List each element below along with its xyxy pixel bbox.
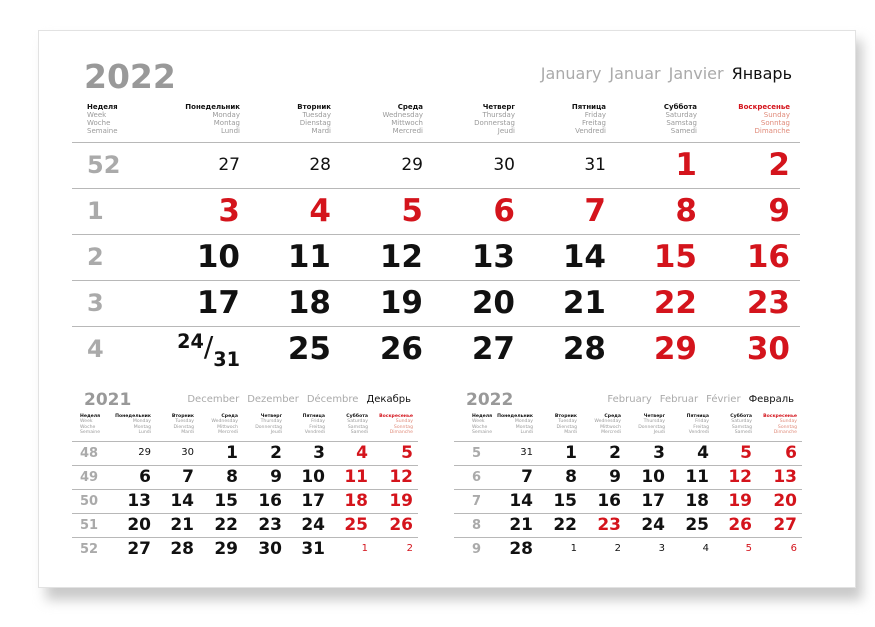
- day-number: 24: [641, 514, 665, 535]
- header-day: [638, 414, 665, 435]
- header-text: Вторник: [171, 414, 194, 419]
- header-text: Tuesday: [175, 419, 194, 425]
- day-number: 1: [570, 543, 577, 554]
- header-text: Monday: [514, 419, 533, 425]
- header-text: Montag: [515, 424, 533, 430]
- header-day: [172, 414, 194, 435]
- week-number: 5: [472, 445, 482, 461]
- row-divider: [454, 465, 802, 466]
- day-number: 3: [313, 442, 325, 463]
- day-number: 23: [746, 284, 790, 321]
- row-divider: [72, 441, 418, 442]
- day-number: 19: [728, 490, 752, 511]
- header-text: Week: [87, 111, 107, 120]
- header-day: [255, 414, 282, 435]
- header-text: Wednesday: [382, 111, 423, 120]
- week-number: 50: [80, 493, 99, 509]
- header-text: Thursday: [482, 111, 515, 120]
- header-text: Saturday: [347, 419, 368, 425]
- day-number: 30: [258, 538, 282, 559]
- day-number: 24: [301, 514, 325, 535]
- header-text: Sonntag: [760, 119, 790, 128]
- header-text: Woche: [80, 424, 96, 430]
- header-text: Tuesday: [302, 111, 331, 120]
- header-text: Среда: [221, 414, 238, 419]
- day-number: 26: [728, 514, 752, 535]
- day-number: 13: [471, 238, 515, 275]
- header-text: Dimanche: [754, 127, 790, 136]
- day-number: 2: [270, 442, 282, 463]
- header-text: Вторник: [554, 414, 577, 419]
- row-divider: [72, 280, 800, 281]
- header-text: Week: [80, 419, 93, 425]
- day-number: 30: [746, 330, 790, 367]
- day-number: 10: [301, 466, 325, 487]
- day-number: 30: [181, 447, 194, 458]
- header-text: Пятница: [686, 414, 709, 419]
- header-day: [474, 103, 515, 135]
- month-names: [533, 64, 792, 83]
- header-text: Четверг: [643, 414, 665, 419]
- day-number: 14: [170, 490, 194, 511]
- week-number: 51: [80, 517, 99, 533]
- header-text: Воскресенье: [763, 414, 797, 419]
- row-divider: [72, 513, 418, 514]
- header-text: Dienstag: [173, 424, 194, 430]
- day-number: 28: [170, 538, 194, 559]
- header-text: Samedi: [670, 127, 697, 136]
- day-number: 20: [773, 490, 797, 511]
- day-number: 18: [287, 284, 331, 321]
- header-week: [87, 103, 118, 135]
- header-week: [472, 414, 492, 435]
- day-number: 20: [471, 284, 515, 321]
- header-text: Donnerstag: [638, 424, 665, 430]
- month-name: February: [607, 394, 652, 405]
- row-divider: [454, 489, 802, 490]
- week-number: 8: [472, 517, 482, 533]
- day-number: 25: [287, 330, 331, 367]
- header-day: [687, 414, 709, 435]
- day-number: 27: [471, 330, 515, 367]
- day-number: 27: [218, 154, 240, 175]
- month-name: Dezember: [247, 394, 299, 405]
- day-number: 3: [218, 192, 240, 229]
- header-day: [572, 103, 606, 135]
- header-text: Montag: [133, 424, 151, 430]
- header-text: Week: [472, 419, 485, 425]
- header-text: Пятница: [302, 414, 325, 419]
- header-text: Woche: [472, 424, 488, 430]
- day-number: 17: [196, 284, 240, 321]
- day-number: 14: [509, 490, 533, 511]
- day-number: 20: [127, 514, 151, 535]
- day-number: 28: [509, 538, 533, 559]
- header-text: Воскресенье: [738, 103, 790, 111]
- day-number: 16: [746, 238, 790, 275]
- day-number: 26: [389, 514, 413, 535]
- day-number: 3: [658, 543, 665, 554]
- header-text: Sonntag: [393, 424, 413, 430]
- header-text: Mercredi: [392, 127, 423, 136]
- header-text: Saturday: [731, 419, 752, 425]
- day-number: 17: [641, 490, 665, 511]
- day-number: 7: [182, 466, 194, 487]
- month-name: Январь: [731, 64, 792, 83]
- day-number: 4: [697, 442, 709, 463]
- day-number: 1: [226, 442, 238, 463]
- day-number: 4: [702, 543, 709, 554]
- day-number: 31: [520, 447, 533, 458]
- day-number: 8: [565, 466, 577, 487]
- header-text: Samstag: [731, 424, 752, 430]
- header-day: [555, 414, 577, 435]
- header-text: Dienstag: [556, 424, 577, 430]
- week-number: 3: [87, 289, 104, 317]
- header-text: Montag: [213, 119, 240, 128]
- day-number: 6: [790, 543, 797, 554]
- header-text: Sunday: [395, 419, 413, 425]
- month-name: January: [540, 64, 602, 83]
- day-number: 3: [653, 442, 665, 463]
- week-number: 9: [472, 541, 482, 557]
- week-number: 52: [87, 151, 121, 179]
- day-number: 1: [675, 146, 697, 183]
- row-divider: [72, 234, 800, 235]
- day-number: 2: [768, 146, 790, 183]
- header-text: Понедельник: [185, 103, 240, 111]
- header-text: Mardi: [564, 429, 577, 435]
- month-name: Januar: [609, 64, 661, 83]
- row-divider: [72, 537, 418, 538]
- header-text: Неделя: [80, 414, 101, 419]
- header-day: [303, 414, 325, 435]
- header-text: Sonntag: [777, 424, 797, 430]
- header-text: Dienstag: [299, 119, 331, 128]
- header-text: Wednesday: [594, 419, 621, 425]
- header-day: [763, 414, 797, 435]
- day-part: 31: [213, 347, 240, 371]
- day-number: 19: [379, 284, 423, 321]
- header-text: Неделя: [87, 103, 118, 111]
- header-text: Samstag: [347, 424, 368, 430]
- year-label: 2021: [84, 390, 132, 410]
- month-name: Janvier: [668, 64, 724, 83]
- header-text: Среда: [397, 103, 423, 111]
- day-number: 15: [653, 238, 697, 275]
- header-day: [185, 103, 240, 135]
- week-number: 4: [87, 335, 104, 363]
- header-text: Semaine: [80, 429, 101, 435]
- year-label: 2022: [466, 390, 514, 410]
- header-text: Samedi: [350, 429, 368, 435]
- day-number: 15: [214, 490, 238, 511]
- header-day: [211, 414, 238, 435]
- day-number: 7: [521, 466, 533, 487]
- day-number: 18: [685, 490, 709, 511]
- header-text: Суббота: [730, 414, 752, 419]
- week-number: 1: [87, 197, 104, 225]
- header-text: Friday: [311, 419, 325, 425]
- header-text: Среда: [604, 414, 621, 419]
- header-text: Mittwoch: [217, 424, 238, 430]
- header-text: Freitag: [582, 119, 606, 128]
- header-text: Tuesday: [558, 419, 577, 425]
- day-number: 31: [301, 538, 325, 559]
- week-number: 52: [80, 541, 99, 557]
- header-text: Monday: [132, 419, 151, 425]
- day-number: 5: [401, 442, 413, 463]
- day-number: 17: [301, 490, 325, 511]
- header-text: Mittwoch: [600, 424, 621, 430]
- header-text: Semaine: [87, 127, 118, 136]
- day-number: 1: [361, 543, 368, 554]
- day-number: 6: [785, 442, 797, 463]
- row-divider: [454, 513, 802, 514]
- day-number: 26: [379, 330, 423, 367]
- day-number: 22: [214, 514, 238, 535]
- week-number: 49: [80, 469, 99, 485]
- day-number: 6: [139, 466, 151, 487]
- day-part: 24: [177, 330, 204, 353]
- week-number: 48: [80, 445, 99, 461]
- day-number: 6: [493, 192, 515, 229]
- day-number: 2: [614, 543, 621, 554]
- header-day: [730, 414, 752, 435]
- day-number: 11: [287, 238, 331, 275]
- header-text: Sunday: [779, 419, 797, 425]
- header-text: Jeudi: [497, 127, 515, 136]
- header-text: Mittwoch: [391, 119, 423, 128]
- header-text: Donnerstag: [255, 424, 282, 430]
- week-number: 7: [472, 493, 482, 509]
- day-number: 8: [226, 466, 238, 487]
- header-text: Воскресенье: [379, 414, 413, 419]
- day-number: 13: [773, 466, 797, 487]
- header-week: [80, 414, 100, 435]
- day-number: 10: [196, 238, 240, 275]
- month-name: Février: [706, 394, 741, 405]
- day-number: 13: [127, 490, 151, 511]
- header-text: Dimanche: [773, 429, 797, 435]
- day-number: 15: [553, 490, 577, 511]
- header-text: Вторник: [297, 103, 331, 111]
- month-name: Februar: [659, 394, 699, 405]
- header-day: [664, 103, 697, 135]
- day-number: 27: [773, 514, 797, 535]
- day-number: 18: [344, 490, 368, 511]
- header-text: Samstag: [666, 119, 697, 128]
- month-name: Февраль: [748, 394, 794, 405]
- day-number: 29: [653, 330, 697, 367]
- month-name: December: [187, 394, 240, 405]
- header-text: Monday: [212, 111, 240, 120]
- day-number: 29: [401, 154, 423, 175]
- day-number: 4: [356, 442, 368, 463]
- header-text: Jeudi: [653, 429, 665, 435]
- day-number: [177, 330, 240, 371]
- day-number: 12: [728, 466, 752, 487]
- day-number: 28: [309, 154, 331, 175]
- day-number: 8: [675, 192, 697, 229]
- week-number: 6: [472, 469, 482, 485]
- day-number: 5: [740, 442, 752, 463]
- header-day: [297, 103, 331, 135]
- day-number: 5: [401, 192, 423, 229]
- day-number: 2: [609, 442, 621, 463]
- header-text: Dimanche: [389, 429, 413, 435]
- row-divider: [72, 142, 800, 143]
- header-text: Freitag: [693, 424, 709, 430]
- day-number: 29: [214, 538, 238, 559]
- header-day: [346, 414, 368, 435]
- day-number: 12: [379, 238, 423, 275]
- header-text: Saturday: [665, 111, 697, 120]
- day-number: 25: [685, 514, 709, 535]
- header-text: Donnerstag: [474, 119, 515, 128]
- day-number: 12: [389, 466, 413, 487]
- day-number: 4: [309, 192, 331, 229]
- day-number: 21: [170, 514, 194, 535]
- header-text: Freitag: [309, 424, 325, 430]
- day-number: 31: [584, 154, 606, 175]
- header-text: Woche: [87, 119, 111, 128]
- day-number: 11: [685, 466, 709, 487]
- header-text: Понедельник: [115, 414, 151, 419]
- day-number: 23: [597, 514, 621, 535]
- header-text: Friday: [695, 419, 709, 425]
- day-number: 23: [258, 514, 282, 535]
- day-number: 9: [768, 192, 790, 229]
- day-number: 16: [258, 490, 282, 511]
- row-divider: [72, 326, 800, 327]
- header-text: Sunday: [763, 111, 790, 120]
- header-day: [379, 414, 413, 435]
- header-text: Четверг: [260, 414, 282, 419]
- header-text: Semaine: [472, 429, 493, 435]
- header-text: Mardi: [311, 127, 331, 136]
- day-number: 9: [270, 466, 282, 487]
- day-number: 14: [562, 238, 606, 275]
- day-number: 1: [565, 442, 577, 463]
- day-number: 16: [597, 490, 621, 511]
- day-number: 21: [562, 284, 606, 321]
- header-text: Lundi: [520, 429, 533, 435]
- row-divider: [454, 441, 802, 442]
- day-number: 30: [493, 154, 515, 175]
- day-number: 5: [745, 543, 752, 554]
- header-text: Vendredi: [575, 127, 606, 136]
- header-day: [382, 103, 423, 135]
- month-name: Décembre: [306, 394, 359, 405]
- day-number: 7: [584, 192, 606, 229]
- header-text: Lundi: [138, 429, 151, 435]
- header-text: Jeudi: [270, 429, 282, 435]
- day-number: 28: [562, 330, 606, 367]
- header-text: Пятница: [571, 103, 606, 111]
- header-text: Суббота: [663, 103, 697, 111]
- day-number: 2: [406, 543, 413, 554]
- month-name: Декабрь: [366, 394, 411, 405]
- header-text: Понедельник: [497, 414, 533, 419]
- row-divider: [72, 188, 800, 189]
- header-text: Mercredi: [601, 429, 621, 435]
- day-number: 25: [344, 514, 368, 535]
- header-day: [738, 103, 790, 135]
- day-number: 10: [641, 466, 665, 487]
- header-text: Vendredi: [304, 429, 325, 435]
- month-names: [599, 394, 794, 405]
- header-day: [497, 414, 533, 435]
- day-number: 29: [138, 447, 151, 458]
- header-day: [115, 414, 151, 435]
- day-separator: /: [203, 330, 214, 363]
- week-number: 2: [87, 243, 104, 271]
- day-number: 22: [653, 284, 697, 321]
- day-number: 27: [127, 538, 151, 559]
- month-names: [179, 394, 411, 405]
- header-text: Wednesday: [211, 419, 238, 425]
- header-text: Vendredi: [688, 429, 709, 435]
- header-text: Mercredi: [218, 429, 238, 435]
- day-number: 19: [389, 490, 413, 511]
- year-label: 2022: [84, 57, 176, 96]
- header-text: Четверг: [482, 103, 515, 111]
- header-text: Thursday: [260, 419, 282, 425]
- row-divider: [454, 537, 802, 538]
- row-divider: [72, 489, 418, 490]
- day-number: 22: [553, 514, 577, 535]
- header-text: Mardi: [181, 429, 194, 435]
- header-text: Friday: [584, 111, 606, 120]
- header-day: [594, 414, 621, 435]
- header-text: Thursday: [643, 419, 665, 425]
- header-text: Неделя: [472, 414, 493, 419]
- day-number: 9: [609, 466, 621, 487]
- header-text: Суббота: [346, 414, 368, 419]
- header-text: Samedi: [734, 429, 752, 435]
- header-text: Lundi: [220, 127, 240, 136]
- day-number: 11: [344, 466, 368, 487]
- row-divider: [72, 465, 418, 466]
- day-number: 21: [509, 514, 533, 535]
